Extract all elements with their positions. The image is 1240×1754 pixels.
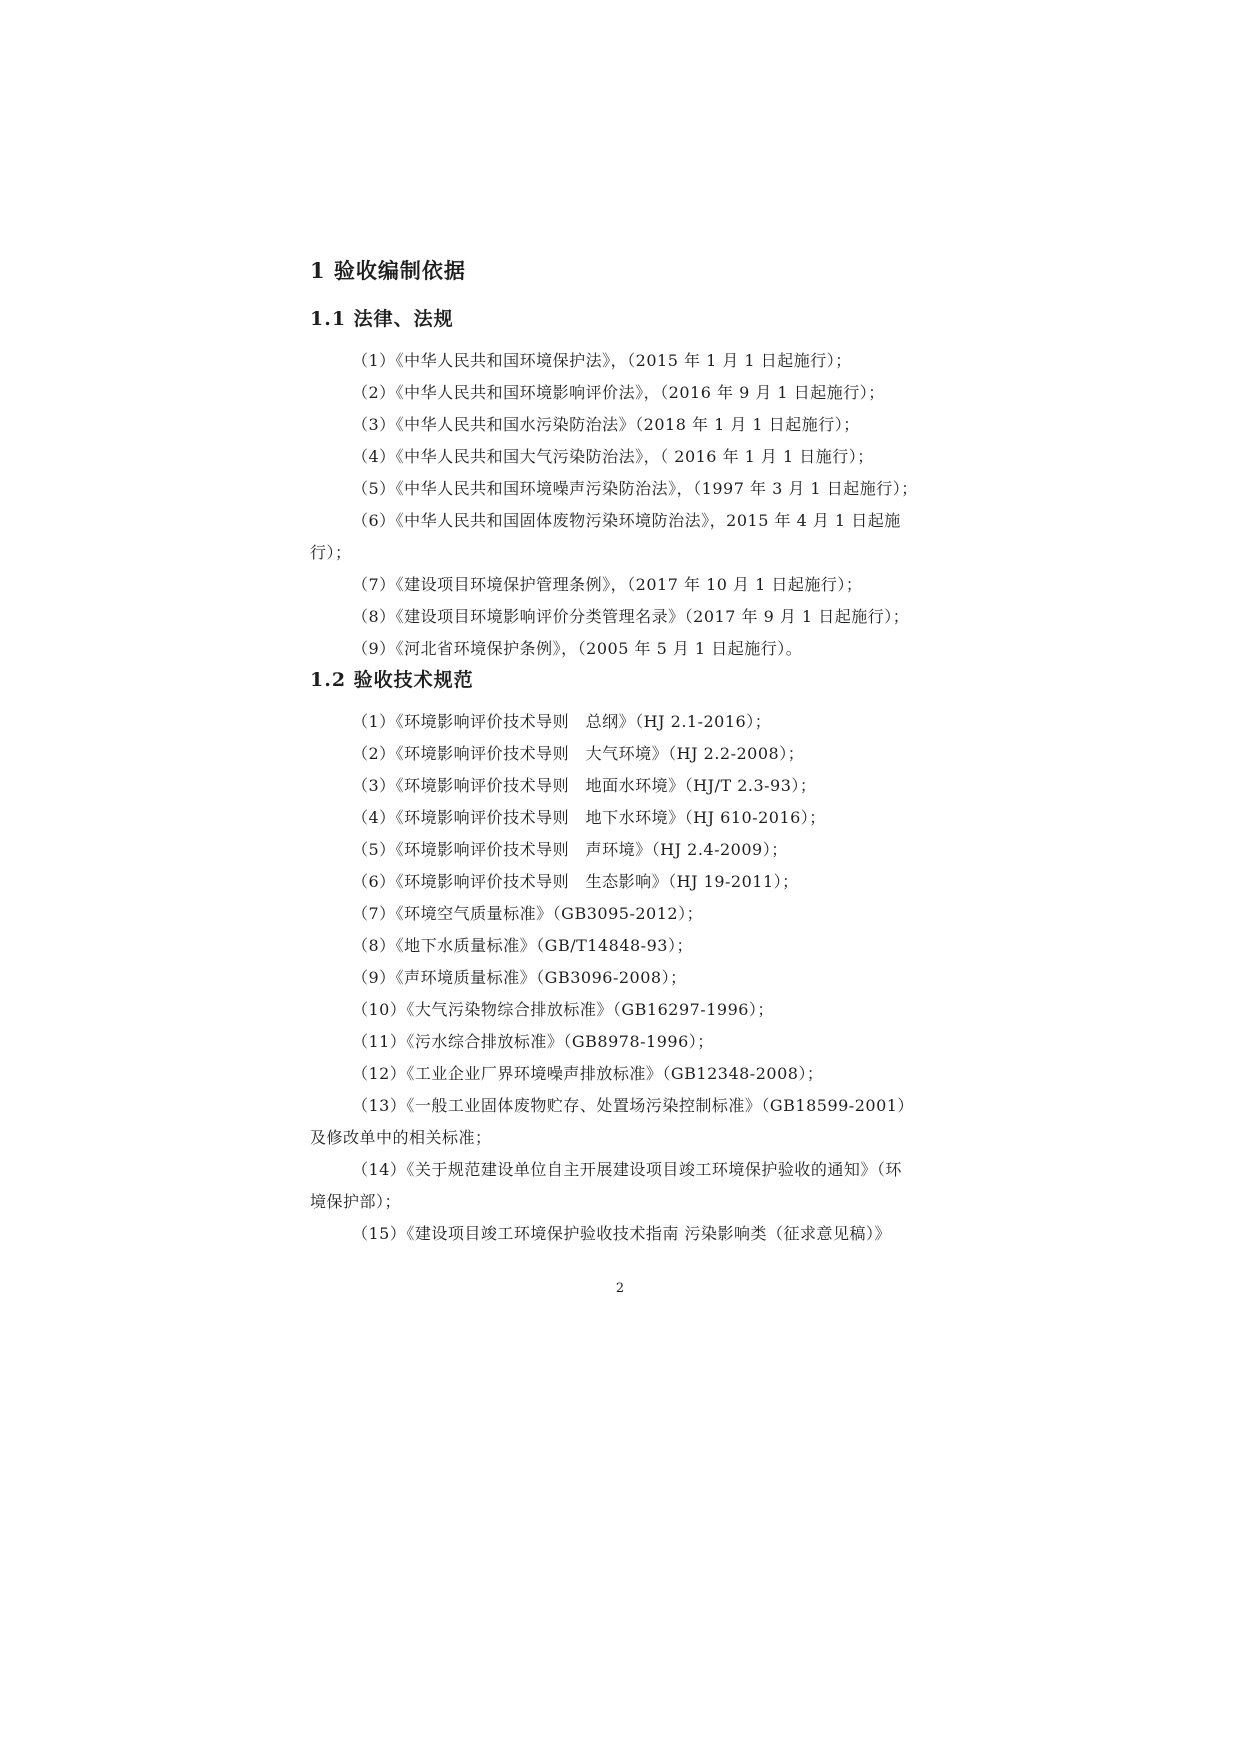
list-item: （7）《环境空气质量标准》（GB3095-2012）； bbox=[352, 904, 704, 923]
list-item: （10）《大气污染物综合排放标准》（GB16297-1996）； bbox=[352, 1000, 774, 1019]
list-item: （8）《地下水质量标准》（GB/T14848-93）； bbox=[352, 936, 693, 955]
list-item: （3）《中华人民共和国水污染防治法》（2018 年 1 月 1 日起施行）； bbox=[352, 415, 860, 434]
list-item: （1）《环境影响评价技术导则 总纲》（HJ 2.1-2016）； bbox=[352, 712, 772, 731]
list-item: （14）《关于规范建设单位自主开展建设项目竣工环境保护验收的通知》（环境保护部）； bbox=[310, 1160, 902, 1211]
list-item: （1）《中华人民共和国环境保护法》，（2015 年 1 月 1 日起施行）； bbox=[352, 351, 852, 370]
technical-standards-list bbox=[310, 706, 918, 1250]
list-item: （15）《建设项目竣工环境保护验收技术指南 污染影响类（征求意见稿）》 bbox=[352, 1224, 891, 1243]
section-heading-1: 1 验收编制依据 bbox=[310, 258, 466, 283]
list-item: （5）《环境影响评价技术导则 声环境》（HJ 2.4-2009）； bbox=[352, 840, 788, 859]
list-item: （7）《建设项目环境保护管理条例》，（2017 年 10 月 1 日起施行）； bbox=[352, 575, 863, 594]
list-item: （4）《中华人民共和国大气污染防治法》，（ 2016 年 1 月 1 日施行）； bbox=[352, 447, 874, 466]
list-item: （2）《中华人民共和国环境影响评价法》，（2016 年 9 月 1 日起施行）； bbox=[352, 383, 885, 402]
laws-list bbox=[310, 345, 918, 665]
list-item: （13）《一般工业固体废物贮存、处置场污染控制标准》（GB18599-2001）及修改单中的相关标准； bbox=[310, 1096, 914, 1147]
list-item: （4）《环境影响评价技术导则 地下水环境》（HJ 610-2016）； bbox=[352, 808, 826, 827]
page-number: 2 bbox=[615, 1281, 625, 1296]
list-item: （3）《环境影响评价技术导则 地面水环境》（HJ/T 2.3-93）； bbox=[352, 776, 817, 795]
list-item: （6）《中华人民共和国固体废物污染环境防治法》，2015 年 4 月 1 日起施行）； bbox=[310, 511, 901, 562]
list-item: （12）《工业企业厂界环境噪声排放标准》（GB12348-2008）； bbox=[352, 1064, 824, 1083]
section-heading-1-2: 1.2 验收技术规范 bbox=[310, 669, 474, 691]
list-item: （6）《环境影响评价技术导则 生态影响》（HJ 19-2011）； bbox=[352, 872, 799, 891]
section-heading-1-1: 1.1 法律、法规 bbox=[310, 308, 454, 330]
list-item: （2）《环境影响评价技术导则 大气环境》（HJ 2.2-2008）； bbox=[352, 744, 805, 763]
list-item: （9）《河北省环境保护条例》，（2005 年 5 月 1 日起施行）。 bbox=[352, 639, 803, 658]
document-body bbox=[310, 256, 918, 1250]
list-item: （5）《中华人民共和国环境噪声污染防治法》，（1997 年 3 月 1 日起施行）； bbox=[352, 479, 918, 498]
list-item: （8）《建设项目环境影响评价分类管理名录》（2017 年 9 月 1 日起施行）； bbox=[352, 607, 910, 626]
list-item: （11）《污水综合排放标准》（GB8978-1996）； bbox=[352, 1032, 714, 1051]
list-item: （9）《声环境质量标准》（GB3096-2008）； bbox=[352, 968, 687, 987]
